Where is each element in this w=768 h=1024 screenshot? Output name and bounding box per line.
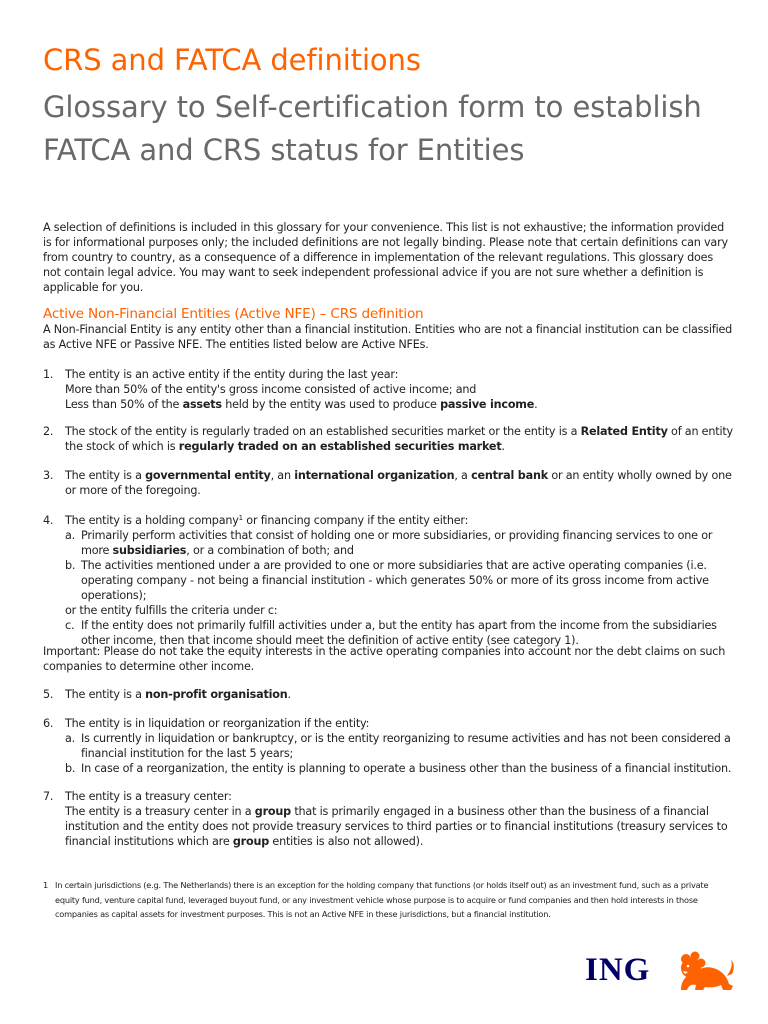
ing-logo [585,950,735,994]
footnote-text: In certain jurisdictions (e.g. The Netherlands) there is an exception for the holding company that functions (or holds itself out) as an investment fund, such as a private equity fund, venture capital fund, leveraged buyout fund, or any investment vehicle whose purpose is to acquire or fund companies and then hold interests in those companies as capital assets for investment purposes. This is not an Active NFE in these jurisdictions, but a financial institution. [55,880,709,919]
term-passive-income: passive income [440,398,535,411]
important-note: Important: Please do not take the equity interests in the active operating companies into account nor the debt claims on such companies to determine other income. [43,645,726,673]
list-item-3 [43,468,733,498]
intro-paragraph: A selection of definitions is included in this glossary for your convenience. This list is not exhaustive; the information provided is for informational purposes only; the included definitions are not legally binding. Please note that certain definitions can vary from country to country, as a consequence of a difference in implementation of the relevant regulations. This glossary does not contain legal advice. You may want to seek independent professional advice if you are not sure whether a definition is applicable for you. [43,221,728,294]
item-1-line-2: More than 50% of the entity's gross income consisted of active income; and [65,383,477,396]
list-item-1 [43,367,733,412]
term-subsidiaries: subsidiaries [112,544,187,557]
footnote [43,878,733,922]
footnote-ref: 1 [238,514,243,522]
item-4c: c. If the entity does not primarily fulfill activities under a, but the entity has apart from the income from the subsidiaries other income, then that income should meet the definition of active entity (see category 1). [65,619,717,647]
term-governmental-entity: governmental entity [145,469,271,482]
item-number: 3. [43,469,54,482]
term-non-profit: non-profit organisation [145,688,288,701]
list-item-2 [43,424,733,454]
list-item-6 [43,716,733,776]
page-subtitle: Glossary to Self-certification form to establish FATCA and CRS status for Entities [43,90,702,167]
term-international-organization: international organization [294,469,455,482]
item-number: 4. [43,514,54,527]
term-assets: assets [182,398,222,411]
list-item-4 [43,513,733,648]
item-6b: b. In case of a reorganization, the entity is planning to operate a business other than the business of a financial institution. [65,762,732,775]
item-4a: a. Primarily perform activities that consist of holding one or more subsidiaries, or providing financing services to one or more subsidiaries, or a combination of both; and [65,529,713,557]
item-7-intro: The entity is a treasury center: [65,790,232,803]
item-7-text: The entity is a treasury center in a group that is primarily engaged in a business other than the business of a financial institution and the entity does not provide treasury services to third parties or to financial institutions (treasury services to financial institutions which are group entities is also not allowed). [65,805,728,848]
logo-text: ING [585,952,651,988]
section-heading: Active Non-Financial Entities (Active NFE) – CRS definition [43,306,424,322]
list-item-7 [43,789,733,849]
item-6-intro: The entity is in liquidation or reorganization if the entity: [65,717,370,730]
lion-icon [677,950,735,994]
item-3-text: The entity is a governmental entity, an international organization, a central bank or an entity wholly owned by one or more of the foregoing. [65,469,732,497]
item-number: 6. [43,717,54,730]
item-number: 5. [43,688,54,701]
item-6a: a. Is currently in liquidation or bankruptcy, or is the entity reorganizing to resume activities and has not been considered a financial institution for the last 5 years; [65,732,731,760]
term-group: group [232,835,270,848]
item-1-line-1: The entity is an active entity if the entity during the last year: [65,368,399,381]
item-2-text: The stock of the entity is regularly traded on an established securities market or the entity is a Related Entity of an entity the stock of which is regularly traded on an established securities market. [65,425,733,453]
item-1-line-3: Less than 50% of the assets held by the entity was used to produce passive income. [65,398,538,411]
section-paragraph: A Non-Financial Entity is any entity other than a financial institution. Entities who are not a financial institution can be classified as Active NFE or Passive NFE. The entities listed below are Active NFEs. [43,323,733,351]
item-4b: b. The activities mentioned under a are provided to one or more subsidiaries that are active operating companies (i.e. operating company - not being a financial institution - which generates 50% or more of its gross income from active operations); [65,559,709,602]
item-4-intro: The entity is a holding company$^1$ or financing company if the entity either: [65,514,469,527]
item-number: 1. [43,368,54,381]
page-title: CRS and FATCA definitions [43,43,421,77]
term-group: group [254,805,291,818]
item-number: 2. [43,425,54,438]
term-related-entity: Related Entity [580,425,668,438]
item-5-text: The entity is a non-profit organisation. [65,688,291,701]
term-regularly-traded: regularly traded on an established securities market [178,440,502,453]
term-central-bank: central bank [471,469,548,482]
footnote-number: 1 [43,880,49,890]
item-4-or: or the entity fulfills the criteria under c: [65,604,278,617]
item-number: 7. [43,790,54,803]
list-item-5 [43,687,733,702]
